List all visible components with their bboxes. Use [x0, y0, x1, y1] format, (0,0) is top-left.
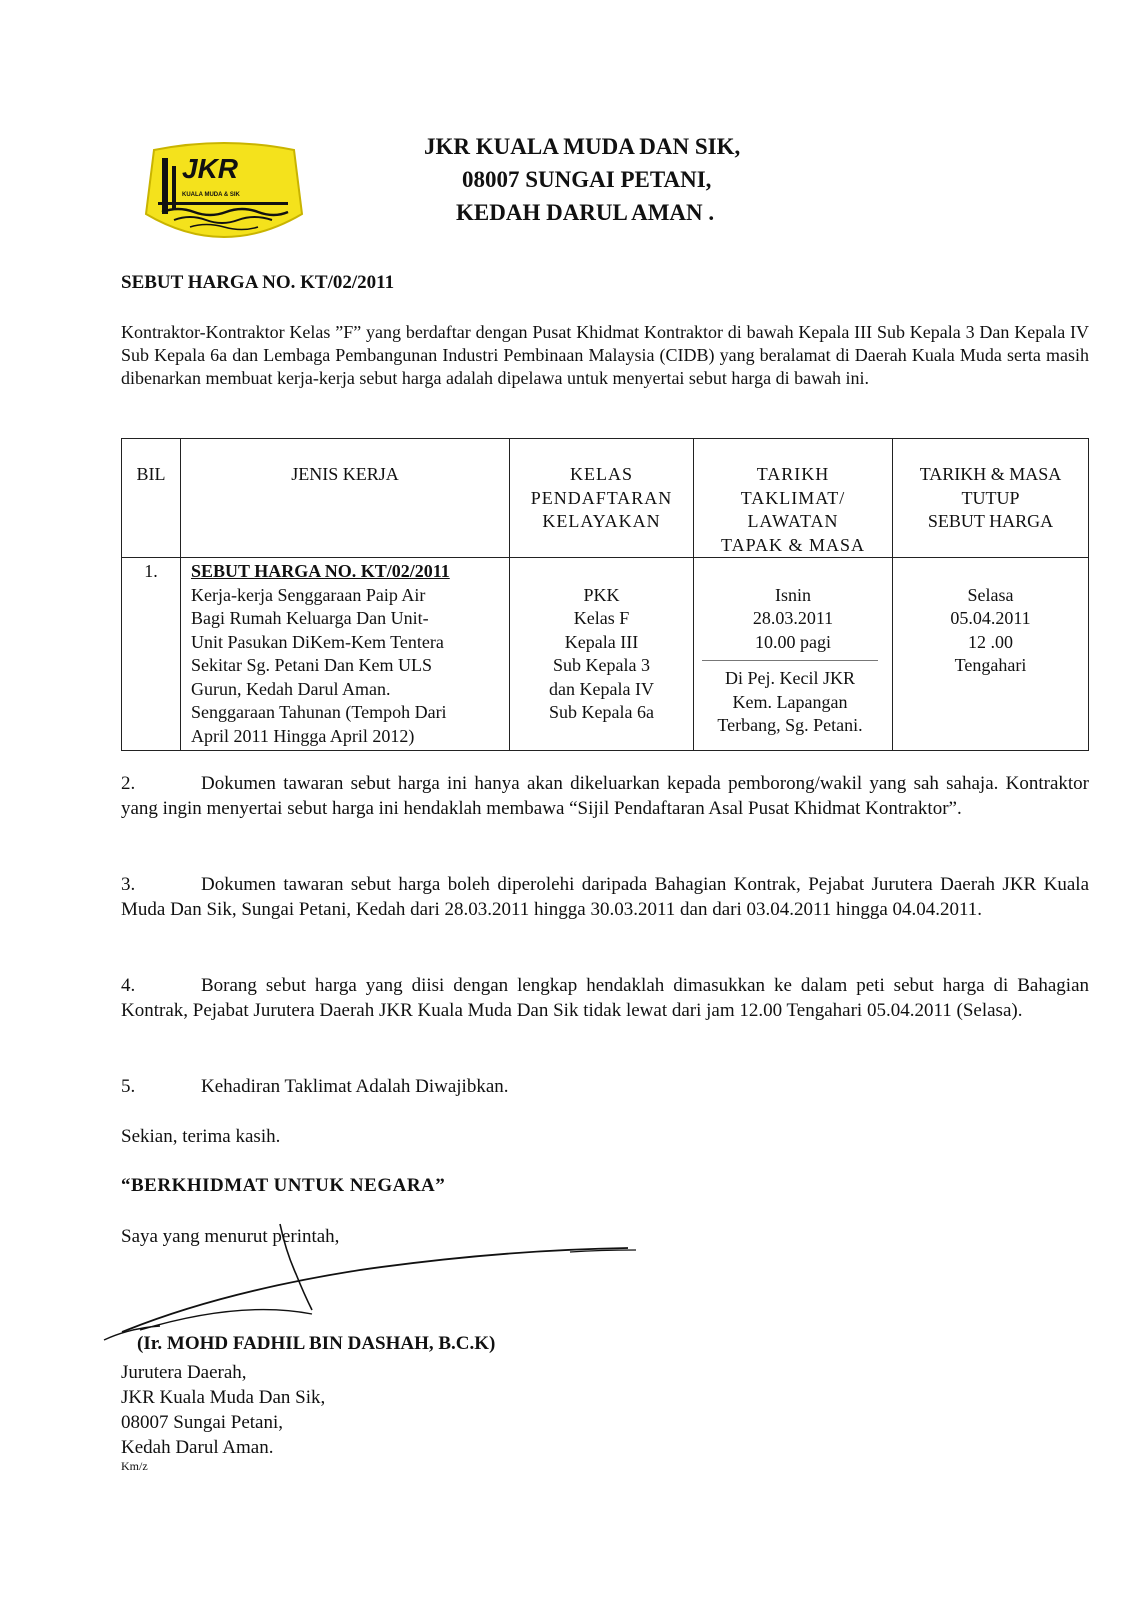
header-tarikh-taklimat — [694, 439, 893, 558]
paragraph-4 — [121, 973, 1089, 1023]
paragraph-5 — [121, 1074, 1089, 1099]
svg-text:JKR: JKR — [182, 153, 239, 184]
jkr-logo-graphic — [140, 138, 308, 250]
signer-name: (Ir. MOHD FADHIL BIN DASHAH, B.C.K) — [137, 1333, 496, 1354]
cell-tarikh-line: 28.03.2011 — [752, 608, 834, 628]
signer-line: Jurutera Daerah, — [121, 1362, 247, 1383]
header-tarikh-line: LAWATAN — [747, 511, 839, 531]
briefing-location — [702, 660, 878, 738]
intro-paragraph: Kontraktor-Kontraktor Kelas ”F” yang berdaftar dengan Pusat Khidmat Kontraktor di bawah Kepala III Sub Kepala 3 Dan Kepala IV Sub Kepala 6a dan Lembaga Pembangunan Industri Pembinaan Malaysia (CIDB) yang beralamat di Daerah Kuala Muda serta masih dibenarkan membuat kerja-kerja sebut harga adalah dipelawa untuk menyertai sebut harga di bawah ini. — [121, 322, 1089, 388]
cell-tutup-line: Selasa — [967, 584, 1014, 605]
reference-code: Km/z — [121, 1459, 148, 1473]
cell-kelas-line: PKK — [583, 584, 620, 605]
motto: “BERKHIDMAT UNTUK NEGARA” — [121, 1175, 446, 1196]
signer-details — [121, 1360, 325, 1460]
cell-kelas-line: Sub Kepala 6a — [549, 702, 654, 722]
header-kelas-line: PENDAFTARAN — [530, 487, 673, 508]
cell-kelas-line: Kepala III — [564, 631, 639, 652]
header-line-2: 08007 SUNGAI PETANI, — [462, 167, 712, 192]
paragraph-text: Kehadiran Taklimat Adalah Diwajibkan. — [201, 1076, 509, 1097]
svg-text:KUALA MUDA & SIK: KUALA MUDA & SIK — [182, 192, 240, 198]
header-tarikh-line: TAKLIMAT/ — [740, 487, 846, 508]
cell-tarikh-line: 10.00 pagi — [755, 631, 831, 652]
cell-bil: 1. — [122, 558, 181, 751]
paragraph-text: Dokumen tawaran sebut harga ini hanya akan dikeluarkan kepada pemborong/wakil yang sah sahaja. Kontraktor yang ingin menyertai sebut harga ini hendaklah membawa “Sijil Pendaftaran Asal Pusat Khidmat Kontraktor”. — [121, 773, 1089, 819]
cell-lokasi-line: Di Pej. Kecil JKR — [725, 668, 855, 688]
header-bil: BIL — [122, 439, 181, 558]
cell-jenis-line: Bagi Rumah Keluarga Dan Unit- — [191, 608, 429, 628]
paragraph-number: 5. — [121, 1076, 136, 1097]
cell-tarikh-tutup — [893, 558, 1089, 751]
header-kelas-line: KELAYAKAN — [542, 511, 661, 531]
signer-line: 08007 Sungai Petani, — [121, 1412, 284, 1433]
table-header-row — [122, 439, 1089, 558]
cell-tutup-line: 12 .00 — [968, 631, 1013, 652]
quotation-table — [121, 438, 1089, 751]
cell-tutup-line: 05.04.2011 — [950, 608, 1031, 628]
header-tutup-line: TUTUP — [961, 487, 1020, 508]
closing-line: Sekian, terima kasih. — [121, 1126, 281, 1147]
header-jenis-kerja: JENIS KERJA — [181, 439, 510, 558]
cell-jenis-line: Senggaraan Tahunan (Tempoh Dari — [191, 702, 447, 722]
order-line: Saya yang menurut perintah, — [121, 1226, 340, 1247]
header-tarikh-tutup — [893, 439, 1089, 558]
paragraph-number: 4. — [121, 975, 136, 996]
cell-tarikh-line: Isnin — [775, 584, 811, 605]
cell-kelas-line: Kelas F — [573, 608, 630, 628]
header-line-1: JKR KUALA MUDA DAN SIK, — [424, 134, 741, 159]
paragraph-2 — [121, 771, 1089, 821]
cell-jenis-title: SEBUT HARGA NO. KT/02/2011 — [191, 561, 450, 581]
quotation-reference-title: SEBUT HARGA NO. KT/02/2011 — [121, 272, 395, 293]
cell-jenis-line: Kerja-kerja Senggaraan Paip Air — [191, 584, 426, 605]
jkr-logo — [140, 138, 308, 250]
paragraph-3 — [121, 872, 1089, 922]
table-row — [122, 558, 1089, 751]
cell-jenis-line: Unit Pasukan DiKem-Kem Tentera — [191, 631, 444, 652]
header-tutup-line: TARIKH & MASA — [919, 464, 1062, 484]
header-tutup-line: SEBUT HARGA — [927, 511, 1054, 531]
paragraph-number: 3. — [121, 874, 136, 895]
cell-lokasi-line: Kem. Lapangan — [732, 691, 848, 712]
paragraph-text: Dokumen tawaran sebut harga boleh diperolehi daripada Bahagian Kontrak, Pejabat Jurutera Daerah JKR Kuala Muda Dan Sik, Sungai Petani, Kedah dari 28.03.2011 hingga 30.03.2011 dan dari 03.04.2011 hingga 04.04.2011. — [121, 874, 1089, 920]
cell-jenis-line: Sekitar Sg. Petani Dan Kem ULS — [191, 655, 432, 675]
header-tarikh-line: TARIKH — [756, 464, 830, 484]
header-line-3: KEDAH DARUL AMAN . — [456, 200, 715, 225]
header-kelas — [510, 439, 694, 558]
header-kelas-line: KELAS — [570, 464, 633, 484]
cell-kelas-line: dan Kepala IV — [549, 678, 654, 699]
cell-jenis-line: Gurun, Kedah Darul Aman. — [191, 678, 391, 699]
cell-kelas-line: Sub Kepala 3 — [553, 655, 650, 675]
cell-lokasi-line: Terbang, Sg. Petani. — [717, 715, 863, 735]
header-tarikh-line: TAPAK & MASA — [721, 534, 865, 555]
cell-tutup-line: Tengahari — [954, 655, 1027, 675]
cell-jenis-kerja — [181, 558, 510, 751]
signer-line: JKR Kuala Muda Dan Sik, — [121, 1387, 326, 1408]
cell-kelas — [510, 558, 694, 751]
cell-tarikh-taklimat — [694, 558, 893, 751]
signer-line: Kedah Darul Aman. — [121, 1437, 274, 1458]
paragraph-number: 2. — [121, 773, 136, 794]
paragraph-text: Borang sebut harga yang diisi dengan lengkap hendaklah dimasukkan ke dalam peti sebut harga di Bahagian Kontrak, Pejabat Jurutera Daerah JKR Kuala Muda Dan Sik tidak lewat dari jam 12.00 Tengahari 05.04.2011 (Selasa). — [121, 975, 1089, 1021]
office-address-header — [424, 130, 740, 229]
cell-jenis-line: April 2011 Hingga April 2012) — [191, 725, 415, 746]
